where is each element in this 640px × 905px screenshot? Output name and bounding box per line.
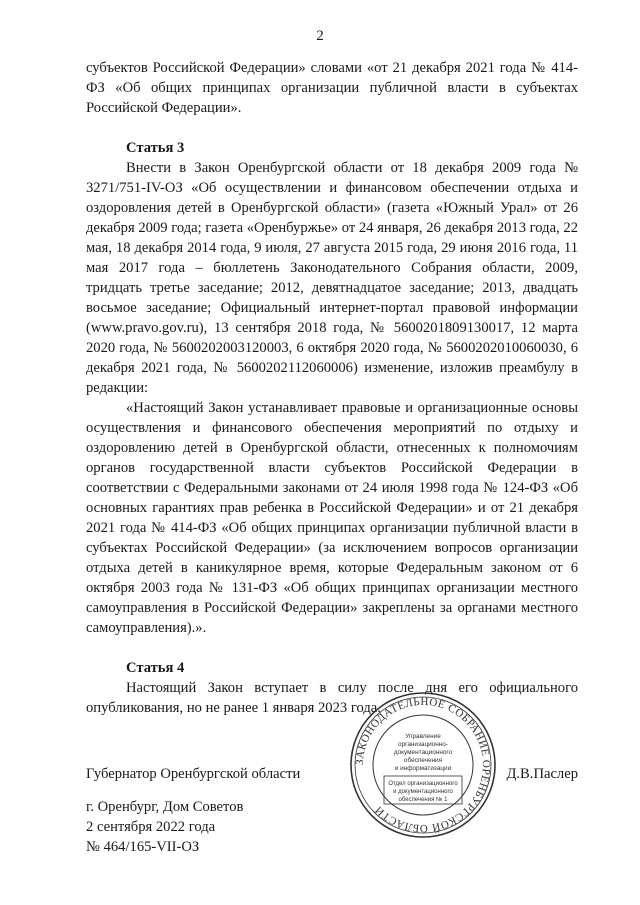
signatory-name: Д.В.Паслер xyxy=(506,766,578,782)
seal-ring-text: ЗАКОНОДАТЕЛЬНОЕ СОБРАНИЕ ОРЕНБУРГСКОЙ ОБЛАСТИ xyxy=(353,695,493,835)
page-number: 2 xyxy=(316,28,324,44)
document-body xyxy=(86,58,578,718)
signing-place: г. Оренбург, Дом Советов xyxy=(86,799,244,815)
seal-line-1: Управление xyxy=(405,733,441,740)
signing-block xyxy=(86,797,243,857)
article-3-heading: Статья 3 xyxy=(126,140,185,156)
article-3-body: Внести в Закон Оренбургской области от 18 декабря 2009 года № 3271/751-IV-ОЗ «Об осуществлении и финансовом обеспечении отдыха и оздоровления детей в Оренбургской области» (газета «Южный Урал» от 26 декабря 2009 года; газета «Оренбуржье» от 24 января, 26 декабря 2013 года, 22 мая, 18 декабря 2014 года, 9 июля, 27 августа 2015 года, 29 июня 2016 года, 11 мая 2017 года – бюллетень Законодательного Собрания области, 2009, тридцать третье заседание; 2012, девятнадцатое заседание; 2013, двадцать восьмое заседание; Официальный интернет-портал правовой информации (www.pravo.gov.ru), 13 сентября 2018 года, № 5600201809130017, 12 марта 2020 года, № 5600202003120003, 6 октября 2020 года, № 5600202010060030, 6 декабря 2021 года, № 5600202112060006) изменение, изложив преамбулу в редакции: xyxy=(86,160,578,396)
seal-line-2: организационно- xyxy=(398,741,448,748)
seal-box-line-1: Отдел организационного xyxy=(388,781,458,787)
law-number: № 464/165-VII-ОЗ xyxy=(86,839,200,855)
article-4-body: Настоящий Закон вступает в силу после дня его официального опубликования, но не ранее 1 января 2023 года. xyxy=(86,680,578,716)
signing-date: 2 сентября 2022 года xyxy=(86,819,216,835)
official-seal xyxy=(348,690,498,840)
article-4-heading: Статья 4 xyxy=(126,660,185,676)
seal-line-3: документационного xyxy=(393,749,453,756)
seal-box-line-3: обеспечения № 1 xyxy=(398,797,448,803)
paragraph-continuation: субъектов Российской Федерации» словами «от 21 декабря 2021 года № 414-ФЗ «Об общих принципах организации публичной власти в субъектах Российской Федерации». xyxy=(86,60,578,116)
signatory-title: Губернатор Оренбургской области xyxy=(86,766,301,782)
seal-line-5: и информатизации xyxy=(394,765,452,772)
seal-box-line-2: и документационного xyxy=(393,789,453,795)
seal-line-4: обеспечения xyxy=(403,757,443,764)
article-3-preamble-quote: «Настоящий Закон устанавливает правовые и организационные основы осуществления и финансового обеспечения мероприятий по отдыху и оздоровлению детей в Оренбургской области, отнесенных к полномочиям органов государственной власти субъектов Российской Федерации в соответствии с Федеральными законами от 24 июля 1998 года № 124-ФЗ «Об основных гарантиях прав ребенка в Российской Федерации» и от 21 декабря 2021 года № 414-ФЗ «Об общих принципах организации публичной власти в субъектах Российской Федерации» (за исключением вопросов организации отдыха детей в каникулярное время, которые Федеральным законом от 6 октября 2003 года № 131-ФЗ «Об общих принципах организации местного самоуправления в Российской Федерации» закреплены за органами местного самоуправления).». xyxy=(86,400,578,636)
